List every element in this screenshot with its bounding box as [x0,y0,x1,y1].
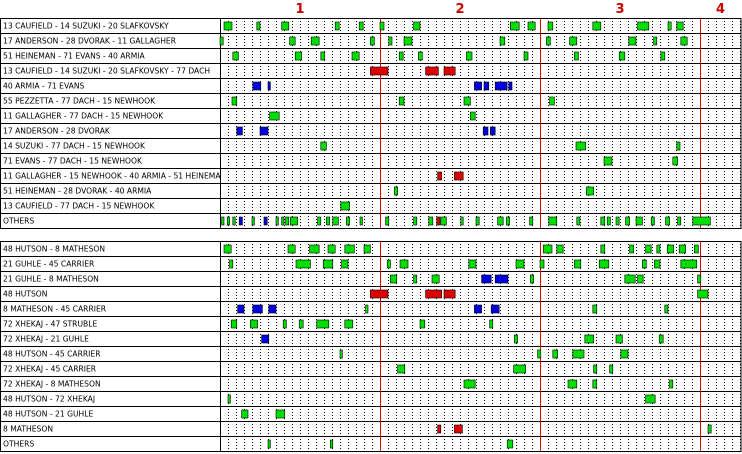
shift-bar-even-strength [530,275,533,283]
shift-bar-even-strength [321,142,327,150]
shift-bar-even-strength [538,350,541,358]
shift-bar-even-strength [290,217,297,225]
shift-bar-even-strength [665,305,668,313]
shift-bar-even-strength [364,245,370,253]
shift-bar-even-strength [543,245,552,253]
row-label: 48 HUTSON [3,289,48,299]
shift-bar-even-strength [345,245,355,253]
shift-bar-even-strength [282,22,289,30]
shift-bar-even-strength [616,217,619,225]
shift-bar-even-strength [549,217,557,225]
row-label: 13 CAUFIELD - 77 DACH - 15 NEWHOOK [3,201,155,211]
shift-bar-even-strength [694,245,698,253]
shift-bar-even-strength [342,260,348,268]
shift-bar-even-strength [341,202,350,210]
shift-bar-even-strength [270,112,280,120]
shift-bar-penalty-kill [438,425,441,433]
row-label: 48 HUTSON - 45 CARRIER [3,349,101,359]
row-label: 40 ARMIA - 71 EVANS [3,81,85,91]
row-label: 72 XHEKAJ - 8 MATHESON [3,379,101,389]
shift-bar-even-strength [252,217,254,225]
shift-bar-even-strength [679,245,685,253]
row-label: 13 CAUFIELD - 14 SUZUKI - 20 SLAFKOVSKY [3,21,169,31]
shift-bar-even-strength [414,22,420,30]
shift-bar-even-strength [326,217,329,225]
shift-bar-even-strength [464,97,470,105]
shift-bar-even-strength [429,217,433,225]
shift-bar-even-strength [233,217,235,225]
shift-bar-power-play [483,127,488,135]
shift-bar-even-strength [516,260,524,268]
shift-bar-even-strength [299,320,303,328]
shift-bar-even-strength [288,245,295,253]
row-label: 48 HUTSON - 72 XHEKAJ [3,394,96,404]
row-label: 11 GALLAGHER - 77 DACH - 15 NEWHOOK [3,111,164,121]
shift-bar-even-strength [290,37,296,45]
shift-bar-even-strength [626,217,630,225]
shift-bar-power-play [509,82,512,90]
shift-bar-even-strength [330,440,332,448]
shift-bar-power-play [253,305,263,313]
shift-bar-even-strength [441,217,447,225]
shift-bar-power-play [237,127,243,135]
shift-bar-penalty-kill [454,425,462,433]
shift-bar-even-strength [389,37,392,45]
shift-bar-even-strength [708,425,711,433]
shift-bar-penalty-kill [444,67,455,75]
shift-bar-power-play [269,305,276,313]
shift-bar-penalty-kill [370,67,388,75]
period-label-2: 2 [455,2,465,17]
shift-bar-even-strength [268,440,270,448]
row-label: 51 HEINEMAN - 28 DVORAK - 40 ARMIA [3,186,152,196]
shift-bar-even-strength [642,260,646,268]
row-label: 72 XHEKAJ - 45 CARRIER [3,364,97,374]
shift-bar-even-strength [601,245,605,253]
shift-bar-even-strength [607,217,610,225]
shift-bar-even-strength [673,157,678,165]
shift-bar-even-strength [507,440,513,448]
row-label: 17 ANDERSON - 28 DVORAK [3,126,110,136]
shift-bar-even-strength [576,142,586,150]
row-label: OTHERS [3,439,35,449]
shift-bar-power-play [490,127,495,135]
shift-bar-even-strength [586,187,593,195]
shift-bar-even-strength [681,37,687,45]
shift-bar-even-strength [668,22,671,30]
shift-bar-even-strength [546,37,550,45]
shift-bar-even-strength [295,52,301,60]
shift-bar-even-strength [553,350,558,358]
row-label: 48 HUTSON - 8 MATHESON [3,244,106,254]
shift-bar-even-strength [594,365,597,373]
shift-bar-even-strength [469,260,476,268]
shift-bar-even-strength [466,52,472,60]
shift-bar-even-strength [557,245,563,253]
shift-bar-even-strength [366,305,368,313]
shift-bar-even-strength [654,260,660,268]
shift-bar-even-strength [220,37,223,45]
shift-bar-even-strength [276,217,278,225]
shift-bar-even-strength [514,365,526,373]
shift-bar-even-strength [601,217,605,225]
shift-bar-even-strength [335,22,339,30]
shift-bar-even-strength [514,335,517,343]
shift-bar-penalty-kill [438,172,442,180]
shift-bar-power-play [260,127,268,135]
shift-bar-even-strength [276,410,285,418]
shift-bar-even-strength [506,217,509,225]
shift-bar-even-strength [610,365,613,373]
shift-bar-even-strength [498,217,504,225]
shift-bar-penalty-kill [454,172,463,180]
shift-bar-even-strength [476,217,479,225]
shift-bar-power-play [268,82,270,90]
shift-bar-even-strength [698,275,701,283]
shift-bar-even-strength [636,217,642,225]
shift-bar-even-strength [399,52,403,60]
shift-bar-even-strength [568,380,577,388]
shift-bar-even-strength [577,217,580,225]
row-label: 8 MATHESON [3,424,54,434]
shift-bar-even-strength [404,37,412,45]
shift-bar-even-strength [666,217,670,225]
shift-bar-even-strength [530,217,533,225]
shift-bar-even-strength [321,52,325,60]
shift-bar-even-strength [585,335,594,343]
shift-bar-even-strength [548,22,553,30]
shift-bar-even-strength [621,350,628,358]
shift-bar-even-strength [657,245,660,253]
shift-bar-even-strength [400,260,408,268]
shift-bar-even-strength [625,275,635,283]
shift-bar-even-strength [630,245,634,253]
shift-bar-penalty-kill [426,290,442,298]
shift-bar-even-strength [323,260,333,268]
row-label: 8 MATHESON - 45 CARRIER [3,304,107,314]
shift-bar-even-strength [574,52,578,60]
period-label-4: 4 [715,2,726,17]
shift-bar-penalty-kill [426,67,439,75]
shift-bar-even-strength [678,217,681,225]
shift-bar-even-strength [333,217,339,225]
shift-bar-even-strength [654,37,657,45]
shift-bar-even-strength [593,305,597,313]
shift-bar-even-strength [677,142,680,150]
row-label: 14 SUZUKI - 77 DACH - 15 NEWHOOK [3,141,146,151]
shift-bar-even-strength [490,320,493,328]
shift-bar-penalty-kill [370,290,388,298]
row-label: 72 XHEKAJ - 47 STRUBLE [3,319,98,329]
shift-bar-power-play [484,82,489,90]
shift-bar-even-strength [345,320,353,328]
shift-bar-even-strength [540,260,544,268]
shift-bar-even-strength [359,22,363,30]
shift-bar-even-strength [257,22,260,30]
shift-bar-penalty-kill [444,290,455,298]
shift-bar-even-strength [352,52,359,60]
shift-bar-even-strength [500,37,505,45]
shift-bar-even-strength [360,217,362,225]
shift-bar-even-strength [296,260,310,268]
row-label: 72 XHEKAJ - 21 GUHLE [3,334,89,344]
shift-bar-power-play [239,217,242,225]
shift-bar-even-strength [461,217,463,225]
shift-bar-penalty-kill [437,217,440,225]
shift-bar-even-strength [616,335,622,343]
period-label-3: 3 [615,2,625,17]
row-label: 55 PEZZETTA - 77 DACH - 15 NEWHOOK [3,96,156,106]
row-label: 21 GUHLE - 8 MATHESON [3,274,99,284]
shift-bar-even-strength [232,97,237,105]
row-label: 17 ANDERSON - 28 DVORAK - 11 GALLAGHER [3,36,176,46]
row-label: 21 GUHLE - 45 CARRIER [3,259,95,269]
shift-bar-even-strength [464,380,475,388]
shift-bar-power-play [495,82,507,90]
shift-bar-even-strength [651,217,654,225]
shift-bar-even-strength [619,52,625,60]
shift-bar-even-strength [399,97,404,105]
shift-bar-even-strength [370,37,374,45]
shift-bar-even-strength [414,217,417,225]
shift-bar-even-strength [224,245,231,253]
shift-bar-even-strength [250,320,257,328]
shift-bar-even-strength [420,320,425,328]
shift-bar-even-strength [550,97,555,105]
shift-bar-even-strength [432,275,439,283]
shift-bar-even-strength [638,275,644,283]
shift-bar-even-strength [317,320,329,328]
shift-bar-even-strength [677,22,683,30]
shift-bar-even-strength [398,365,405,373]
shift-bar-even-strength [233,52,239,60]
shift-bar-even-strength [604,157,612,165]
shift-bar-even-strength [418,52,422,60]
period-label-1: 1 [295,2,305,17]
shift-bar-even-strength [659,335,663,343]
shift-bar-even-strength [646,395,656,403]
row-label: OTHERS [3,216,35,226]
shift-bar-even-strength [310,245,320,253]
shift-bar-power-play [253,82,261,90]
shift-bar-even-strength [228,395,230,403]
shift-bar-even-strength [346,217,349,225]
shift-bar-even-strength [593,22,601,30]
shift-bar-even-strength [318,217,321,225]
shift-bar-even-strength [638,22,649,30]
shift-bar-even-strength [311,37,319,45]
shift-bar-even-strength [629,37,636,45]
shift-bar-even-strength [681,260,697,268]
shift-bar-power-play [491,305,499,313]
shift-bar-even-strength [380,22,384,30]
shift-bar-even-strength [599,260,609,268]
row-label: 51 HEINEMAN - 71 EVANS - 40 ARMIA [3,51,145,61]
shift-bar-power-play [264,217,267,225]
row-label: 71 EVANS - 77 DACH - 15 NEWHOOK [3,156,142,166]
shift-bar-even-strength [328,245,335,253]
shift-bar-even-strength [231,320,237,328]
shift-bar-even-strength [387,260,390,268]
shift-bar-even-strength [646,245,652,253]
shift-bar-even-strength [573,350,584,358]
shift-bar-even-strength [340,350,342,358]
row-label: 48 HUTSON - 21 GUHLE [3,409,94,419]
shift-bar-even-strength [528,22,535,30]
shift-bar-power-play [474,305,481,313]
shift-bar-even-strength [283,320,286,328]
shift-bar-power-play [474,82,481,90]
shift-bar-power-play [495,275,508,283]
shift-bar-power-play [238,305,244,313]
shift-bar-even-strength [282,217,284,225]
shift-bar-even-strength [227,217,229,225]
shift-bar-even-strength [661,52,665,60]
shift-bar-even-strength [693,217,711,225]
shift-bar-even-strength [470,112,475,120]
shift-bar-even-strength [667,245,673,253]
shift-bar-even-strength [222,217,224,225]
shift-bar-even-strength [394,187,397,195]
shift-bar-even-strength [670,380,673,388]
shift-bar-even-strength [574,260,580,268]
shift-bar-even-strength [593,380,597,388]
shift-bar-even-strength [286,217,289,225]
shift-bar-power-play [482,275,492,283]
shift-bar-even-strength [510,22,519,30]
shift-bar-even-strength [698,290,708,298]
row-label: 11 GALLAGHER - 15 NEWHOOK - 40 ARMIA - 51 HEINEMA [3,171,221,181]
row-label: 13 CAUFIELD - 14 SUZUKI - 20 SLAFKOVSKY - 77 DACH [3,66,211,76]
shift-bar-even-strength [524,52,528,60]
shift-bar-even-strength [224,22,232,30]
shift-bar-even-strength [390,275,396,283]
shift-bar-even-strength [242,410,248,418]
shift-bar-power-play [262,335,269,343]
shift-bar-even-strength [230,260,233,268]
shift-bar-even-strength [386,217,389,225]
shift-bar-even-strength [414,275,417,283]
shift-bar-even-strength [570,37,577,45]
